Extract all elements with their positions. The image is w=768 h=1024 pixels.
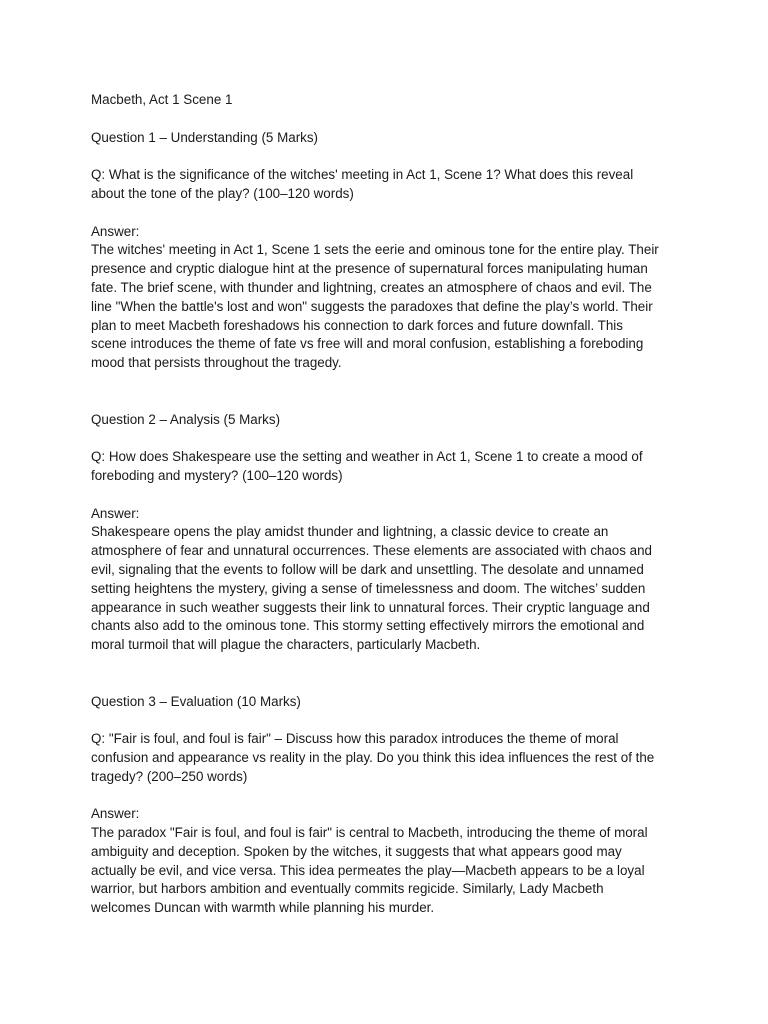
answer-line: moral turmoil that will plague the characters, particularly Macbeth.: [91, 637, 481, 653]
document-title: Macbeth, Act 1 Scene 1: [91, 92, 233, 107]
question-line: Q: How does Shakespeare use the setting and weather in Act 1, Scene 1 to create a mood of: [91, 449, 643, 465]
question-line: tragedy? (200–250 words): [91, 768, 248, 784]
question-text: [91, 166, 681, 204]
question-heading: Question 3 – Evaluation (10 Marks): [91, 693, 301, 709]
answer-line: Shakespeare opens the play amidst thunder and lightning, a classic device to create an: [91, 524, 609, 540]
document-body: [91, 91, 681, 918]
question-heading: Question 1 – Understanding (5 Marks): [91, 129, 319, 145]
question-section-3: [91, 693, 681, 919]
answer-text: [91, 241, 681, 373]
answer-line: presence and cryptic dialogue hint at the presence of supernatural forces manipulating human: [91, 261, 648, 277]
answer-line: warrior, but harbors ambition and eventually commits regicide. Similarly, Lady Macbeth: [91, 881, 604, 897]
question-line: confusion and appearance vs reality in the play. Do you think this idea influences the rest of the: [91, 749, 655, 765]
question-line: about the tone of the play? (100–120 words): [91, 185, 354, 201]
answer-line: mood that persists throughout the tragedy.: [91, 355, 342, 371]
answer-line: scene introduces the theme of fate vs free will and moral confusion, establishing a foreboding: [91, 336, 644, 352]
answer-line: ambiguity and deception. Spoken by the witches, it suggests that what appears good may: [91, 843, 622, 859]
answer-label: Answer:: [91, 505, 140, 521]
answer-line: plan to meet Macbeth foreshadows his connection to dark forces and future downfall. This: [91, 317, 623, 333]
answer-text: [91, 824, 681, 918]
answer-line: atmosphere of fear and unnatural occurrences. These elements are associated with chaos and: [91, 543, 653, 559]
answer-line: The witches' meeting in Act 1, Scene 1 sets the eerie and ominous tone for the entire play. Their: [91, 242, 659, 258]
answer-label: Answer:: [91, 806, 140, 822]
question-line: Q: "Fair is foul, and foul is fair" – Discuss how this paradox introduces the theme of moral: [91, 731, 619, 747]
answer-line: setting heightens the mystery, giving a sense of timelessness and doom. The witches’ sudden: [91, 580, 646, 596]
answer-line: chants also add to the ominous tone. This stormy setting effectively mirrors the emotional and: [91, 618, 645, 634]
answer-line: evil, signaling that the events to follow will be dark and unsettling. The desolate and unnamed: [91, 561, 644, 577]
answer-line: The paradox "Fair is foul, and foul is fair" is central to Macbeth, introducing the theme of moral: [91, 825, 648, 841]
question-section-1: [91, 129, 681, 373]
question-text: [91, 448, 681, 486]
answer-line: fate. The brief scene, with thunder and lightning, creates an atmosphere of chaos and evil. The: [91, 279, 652, 295]
question-line: foreboding and mystery? (100–120 words): [91, 467, 343, 483]
answer-text: [91, 523, 681, 655]
question-section-2: [91, 411, 681, 655]
answer-line: line "When the battle's lost and won" suggests the paradoxes that define the play’s world. Their: [91, 298, 653, 314]
question-text: [91, 730, 681, 786]
question-heading: Question 2 – Analysis (5 Marks): [91, 411, 281, 427]
answer-line: appearance in such weather suggests their link to unnatural forces. Their cryptic language and: [91, 599, 650, 615]
answer-line: actually be evil, and vice versa. This idea permeates the play—Macbeth appears to be a loyal: [91, 862, 645, 878]
answer-label: Answer:: [91, 223, 140, 239]
question-line: Q: What is the significance of the witches' meeting in Act 1, Scene 1? What does this reveal: [91, 167, 634, 183]
answer-line: welcomes Duncan with warmth while planning his murder.: [91, 900, 435, 916]
